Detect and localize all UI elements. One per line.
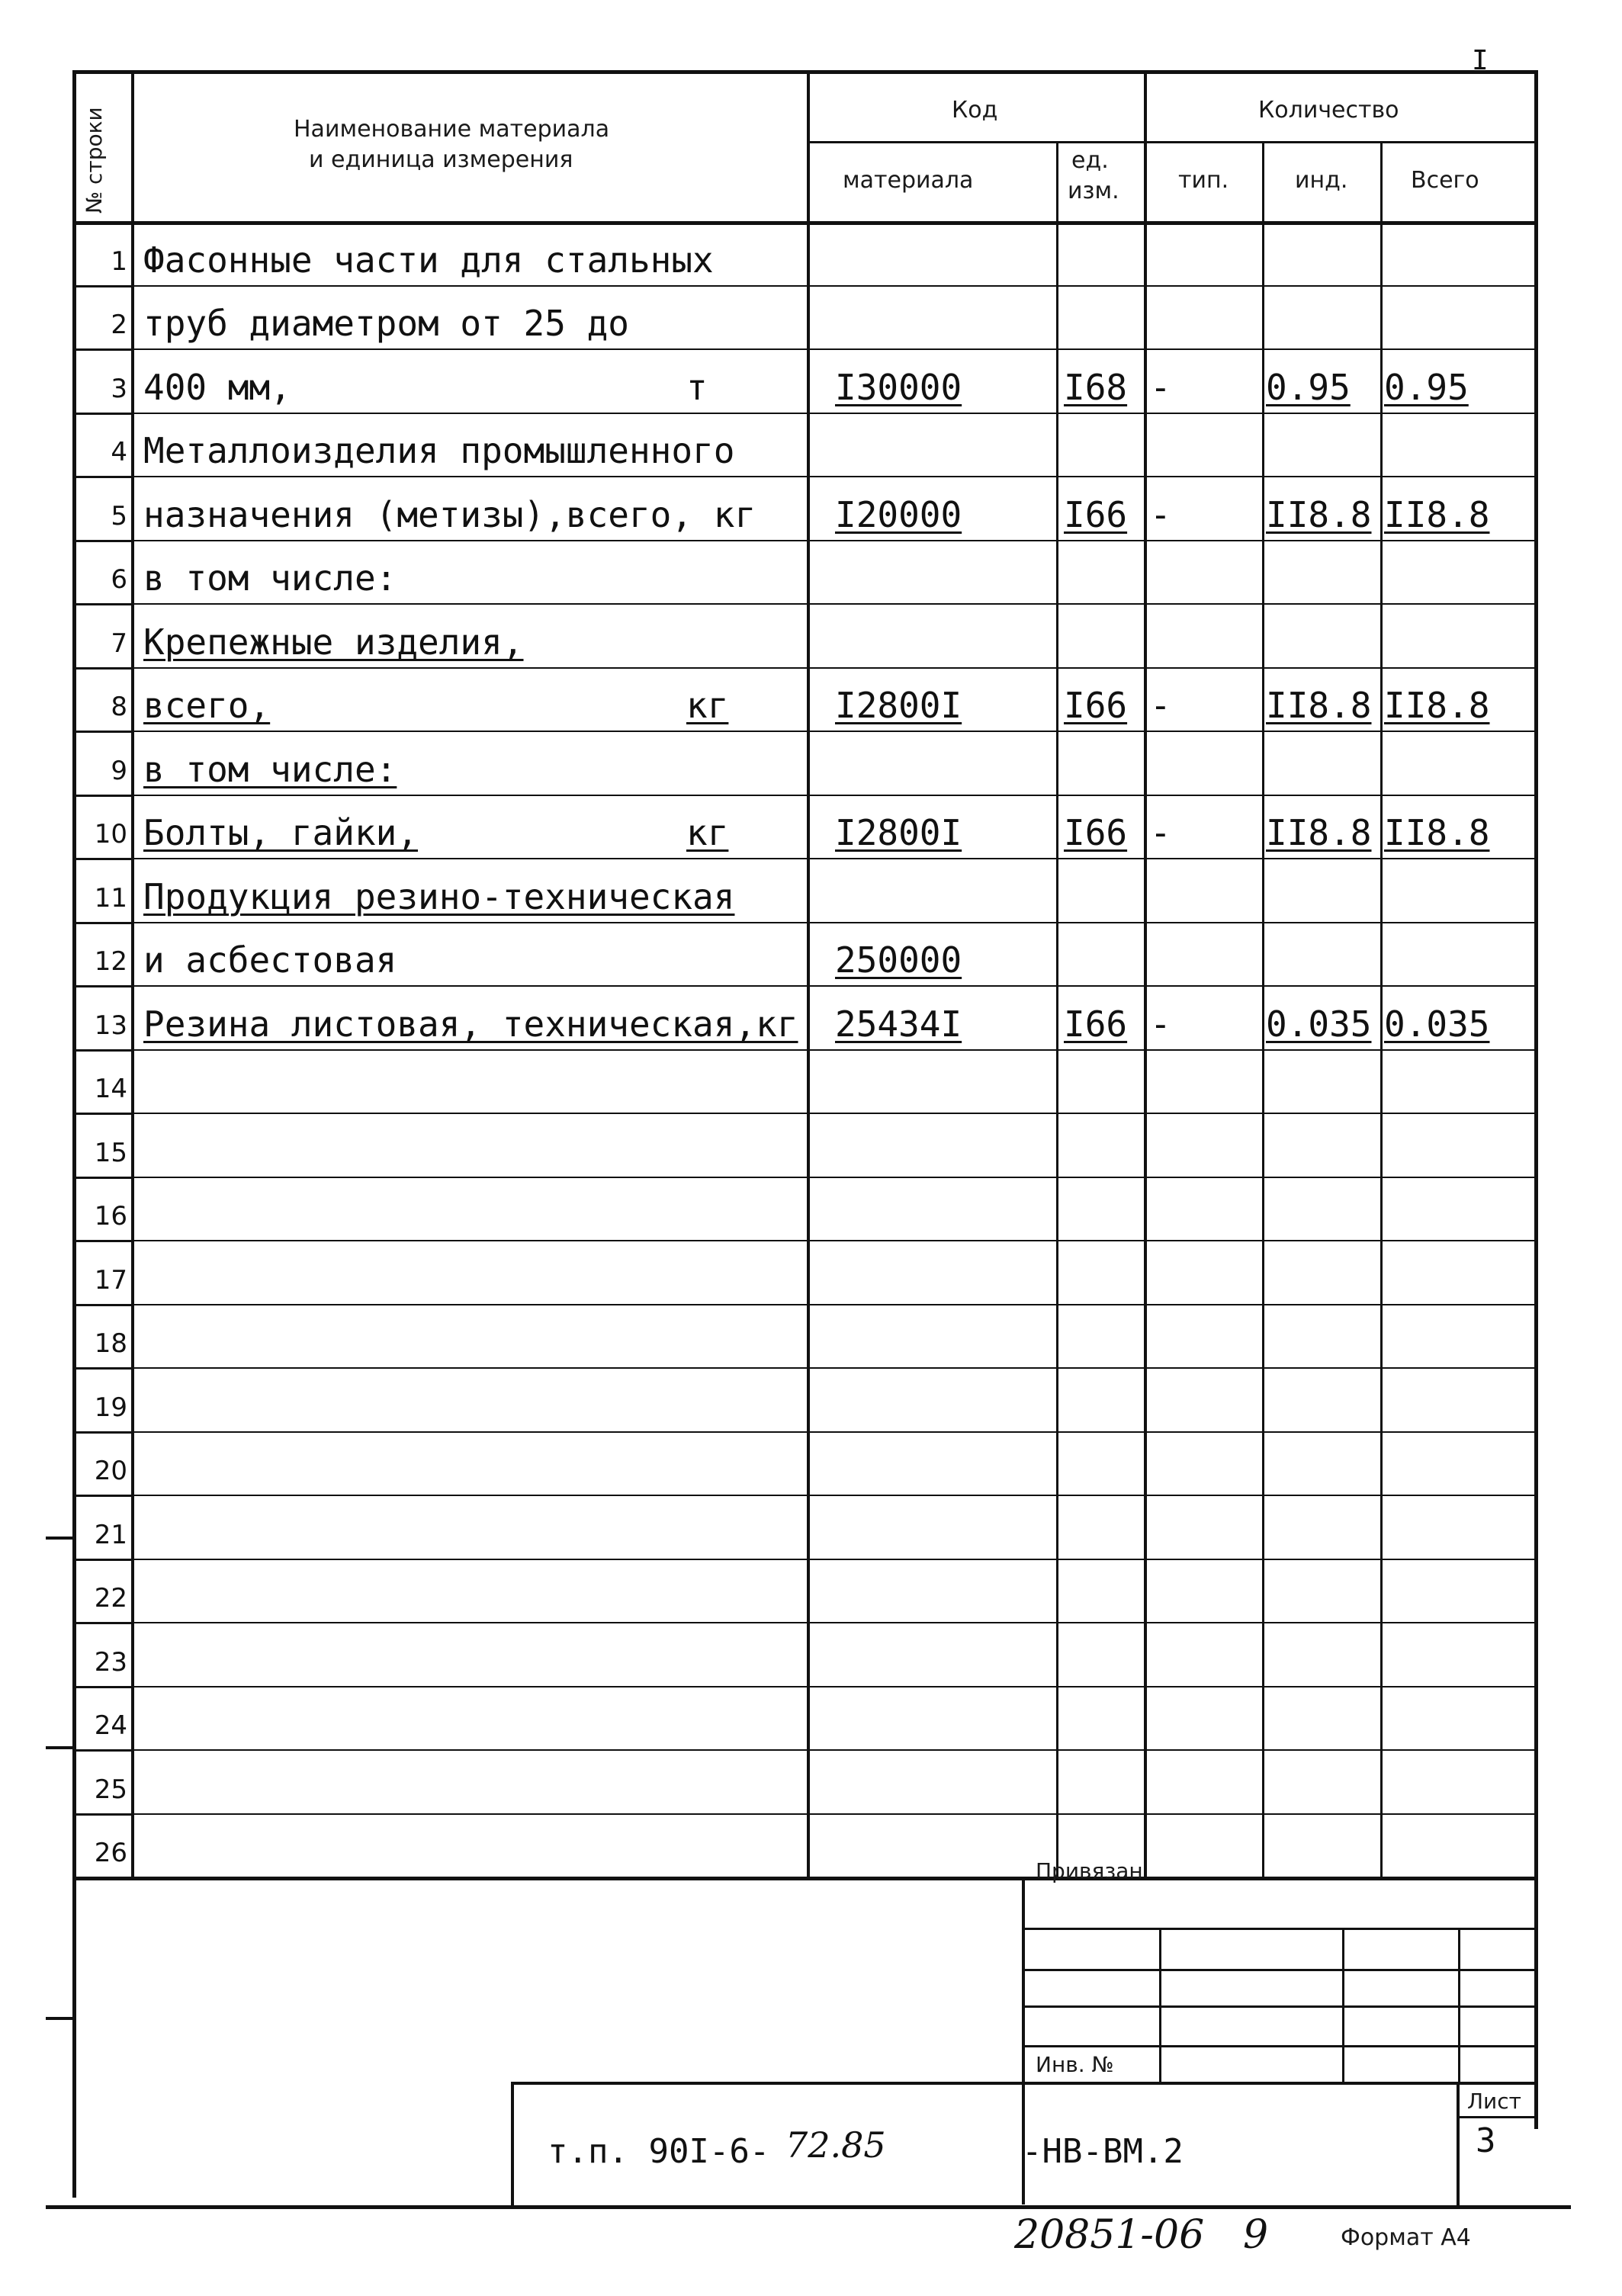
row-line-num xyxy=(72,667,131,670)
total-quantity: II8.8 xyxy=(1384,494,1490,535)
typ-quantity: - xyxy=(1150,1003,1171,1045)
total-quantity: 0.95 xyxy=(1384,367,1469,408)
col-line-code xyxy=(1056,141,1058,1877)
title-block-top xyxy=(511,2082,1022,2085)
row-line xyxy=(131,1431,1534,1433)
sheet-box-left xyxy=(1457,2082,1460,2208)
ind-quantity: II8.8 xyxy=(1266,494,1372,535)
header-bottom-line xyxy=(72,221,1537,225)
stamp-col-2 xyxy=(1342,1928,1344,2082)
row-line-num xyxy=(72,1177,131,1179)
material-name: Резина листовая, техническая,кг xyxy=(143,1003,798,1045)
row-line xyxy=(131,1813,1534,1815)
row-number: 20 xyxy=(94,1456,127,1486)
row-line xyxy=(131,1686,1534,1687)
row-line-num xyxy=(72,1622,131,1624)
row-number: 16 xyxy=(94,1201,127,1231)
row-number: 18 xyxy=(94,1328,127,1359)
row-line-num xyxy=(72,1686,131,1688)
row-number: 22 xyxy=(94,1583,127,1614)
row-line xyxy=(131,413,1534,414)
material-name: Болты, гайки, xyxy=(143,812,419,853)
row-line xyxy=(131,795,1534,796)
row-number: 11 xyxy=(94,883,127,914)
row-number: 1 xyxy=(111,246,127,277)
material-name: 400 мм, xyxy=(143,367,291,408)
ind-quantity: 0.95 xyxy=(1266,367,1351,408)
row-line-num xyxy=(72,285,131,287)
material-name: Продукция резино-техническая xyxy=(143,876,735,917)
unit-code: I66 xyxy=(1064,812,1128,853)
inventory-number-label: Инв. № xyxy=(1036,2052,1114,2077)
margin-tick-2 xyxy=(46,1746,76,1749)
row-number: 24 xyxy=(94,1710,127,1741)
row-line-num xyxy=(72,1431,131,1434)
stamp-col-3 xyxy=(1458,1928,1460,2082)
row-number: 5 xyxy=(111,501,127,531)
typ-quantity: - xyxy=(1150,685,1171,726)
document-code: -НВ-ВМ.2 xyxy=(1022,2132,1184,2171)
row-number: 13 xyxy=(94,1010,127,1041)
row-number: 21 xyxy=(94,1520,127,1550)
unit-header-line2: изм. xyxy=(1068,178,1119,204)
sheet-label: Лист xyxy=(1467,2089,1521,2114)
format-label: Формат А4 xyxy=(1341,2224,1471,2251)
row-number: 10 xyxy=(94,819,127,849)
row-line-num xyxy=(72,1813,131,1816)
row-line-num xyxy=(72,413,131,415)
row-line-num xyxy=(72,348,131,351)
total-quantity: 0.035 xyxy=(1384,1003,1490,1045)
row-line-num xyxy=(72,985,131,987)
ind-quantity: II8.8 xyxy=(1266,685,1372,726)
row-number: 4 xyxy=(111,437,127,467)
title-block-left xyxy=(511,2082,514,2208)
material-code: I2800I xyxy=(835,685,962,726)
col-line-typ xyxy=(1262,141,1264,1877)
row-line xyxy=(131,1559,1534,1560)
row-number: 7 xyxy=(111,628,127,659)
unit-code: I66 xyxy=(1064,1003,1128,1045)
table-top-border xyxy=(72,70,1537,74)
page-mark: I xyxy=(1472,45,1489,76)
unit-code: I66 xyxy=(1064,685,1128,726)
row-line xyxy=(131,1749,1534,1751)
material-code: I2800I xyxy=(835,812,962,853)
quantity-header: Количество xyxy=(1258,97,1399,124)
row-number: 6 xyxy=(111,564,127,595)
row-line xyxy=(131,603,1534,605)
row-line-num xyxy=(72,1304,131,1306)
material-name: в том числе: xyxy=(143,557,397,599)
row-line xyxy=(131,540,1534,541)
row-line-num xyxy=(72,1559,131,1561)
material-code: I20000 xyxy=(835,494,962,535)
row-line-num xyxy=(72,603,131,605)
row-line-num xyxy=(72,1113,131,1115)
material-code: 250000 xyxy=(835,939,962,981)
row-line xyxy=(131,285,1534,287)
unit-of-measure: кг xyxy=(686,812,729,853)
project-prefix: т.п. 90I-6- xyxy=(548,2132,770,2171)
page-right-border xyxy=(1534,70,1538,2129)
row-line-num xyxy=(72,858,131,860)
row-number: 17 xyxy=(94,1265,127,1296)
material-code-header: материала xyxy=(843,167,974,194)
unit-header-line1: ед. xyxy=(1071,147,1109,174)
row-number: 25 xyxy=(94,1774,127,1805)
row-line xyxy=(131,1622,1534,1623)
sheet-number: 3 xyxy=(1476,2121,1496,2160)
row-number: 26 xyxy=(94,1838,127,1868)
material-name: Металлоизделия промышленного xyxy=(143,430,735,471)
ind-quantity: 0.035 xyxy=(1266,1003,1372,1045)
unit-code: I68 xyxy=(1064,367,1128,408)
row-line xyxy=(131,1367,1534,1369)
row-line xyxy=(131,476,1534,477)
linked-label: Привязан xyxy=(1036,1858,1143,1883)
row-line xyxy=(131,667,1534,669)
typ-quantity: - xyxy=(1150,367,1171,408)
row-number: 12 xyxy=(94,946,127,977)
row-line-num xyxy=(72,731,131,733)
page-bottom-border xyxy=(46,2205,1571,2209)
material-code: I30000 xyxy=(835,367,962,408)
material-name: и асбестовая xyxy=(143,939,397,981)
typ-header: тип. xyxy=(1178,167,1229,194)
material-name: труб диаметром от 25 до xyxy=(143,303,629,344)
row-line-num xyxy=(72,1749,131,1752)
handwritten-archive-number: 20851-06 xyxy=(1014,2212,1205,2258)
row-line xyxy=(131,858,1534,859)
row-number: 23 xyxy=(94,1647,127,1678)
margin-tick-3 xyxy=(46,2017,76,2020)
name-header-line2: и единица измерения xyxy=(309,146,573,173)
row-line-num xyxy=(72,1495,131,1497)
col-line-ind xyxy=(1380,141,1383,1877)
code-header: Код xyxy=(952,97,998,124)
col-line-name xyxy=(807,70,810,1877)
row-line xyxy=(131,922,1534,923)
material-name: назначения (метизы),всего, кг xyxy=(143,494,756,535)
material-name: Крепежные изделия, xyxy=(143,621,524,663)
ind-quantity: II8.8 xyxy=(1266,812,1372,853)
row-number: 3 xyxy=(111,374,127,404)
row-line-num xyxy=(72,1049,131,1052)
row-number: 2 xyxy=(111,310,127,340)
row-line-num xyxy=(72,1367,131,1370)
unit-of-measure: т xyxy=(686,367,708,408)
material-code: 25434I xyxy=(835,1003,962,1045)
row-number: 9 xyxy=(111,756,127,786)
row-number: 14 xyxy=(94,1074,127,1104)
row-line-num xyxy=(72,476,131,478)
row-number: 15 xyxy=(94,1138,127,1168)
row-line xyxy=(131,731,1534,732)
col-line-unit xyxy=(1144,70,1147,1877)
sheet-box-mid xyxy=(1457,2116,1534,2118)
row-number: 19 xyxy=(94,1392,127,1423)
handwritten-sheet-number: 9 xyxy=(1243,2212,1269,2258)
typ-quantity: - xyxy=(1150,812,1171,853)
row-line xyxy=(131,1177,1534,1178)
stamp-col-1 xyxy=(1159,1928,1161,2082)
unit-of-measure: кг xyxy=(686,685,729,726)
material-name: Фасонные части для стальных xyxy=(143,239,714,281)
material-name: всего, xyxy=(143,685,271,726)
table-bottom-line xyxy=(72,1877,1537,1880)
project-number-handwritten: 72.85 xyxy=(785,2124,886,2166)
row-line xyxy=(131,1049,1534,1051)
row-line xyxy=(131,1304,1534,1305)
ind-header: инд. xyxy=(1295,167,1348,194)
total-quantity: II8.8 xyxy=(1384,685,1490,726)
material-name: в том числе: xyxy=(143,749,397,790)
unit-code: I66 xyxy=(1064,494,1128,535)
margin-tick-1 xyxy=(46,1537,76,1540)
total-quantity: II8.8 xyxy=(1384,812,1490,853)
row-line xyxy=(131,1113,1534,1114)
row-line-num xyxy=(72,1240,131,1242)
row-number: 8 xyxy=(111,692,127,722)
row-line-num xyxy=(72,540,131,542)
row-line-num xyxy=(72,795,131,797)
typ-quantity: - xyxy=(1150,494,1171,535)
row-line xyxy=(131,985,1534,987)
row-line xyxy=(131,348,1534,350)
row-number-header: № строки xyxy=(82,107,107,214)
row-line xyxy=(131,1240,1534,1241)
header-mid-line xyxy=(807,141,1537,143)
col-line-rownum xyxy=(131,70,134,1877)
row-line xyxy=(131,1495,1534,1496)
total-header: Всего xyxy=(1411,167,1479,194)
row-line-num xyxy=(72,922,131,924)
name-header-line1: Наименование материала xyxy=(294,116,610,143)
